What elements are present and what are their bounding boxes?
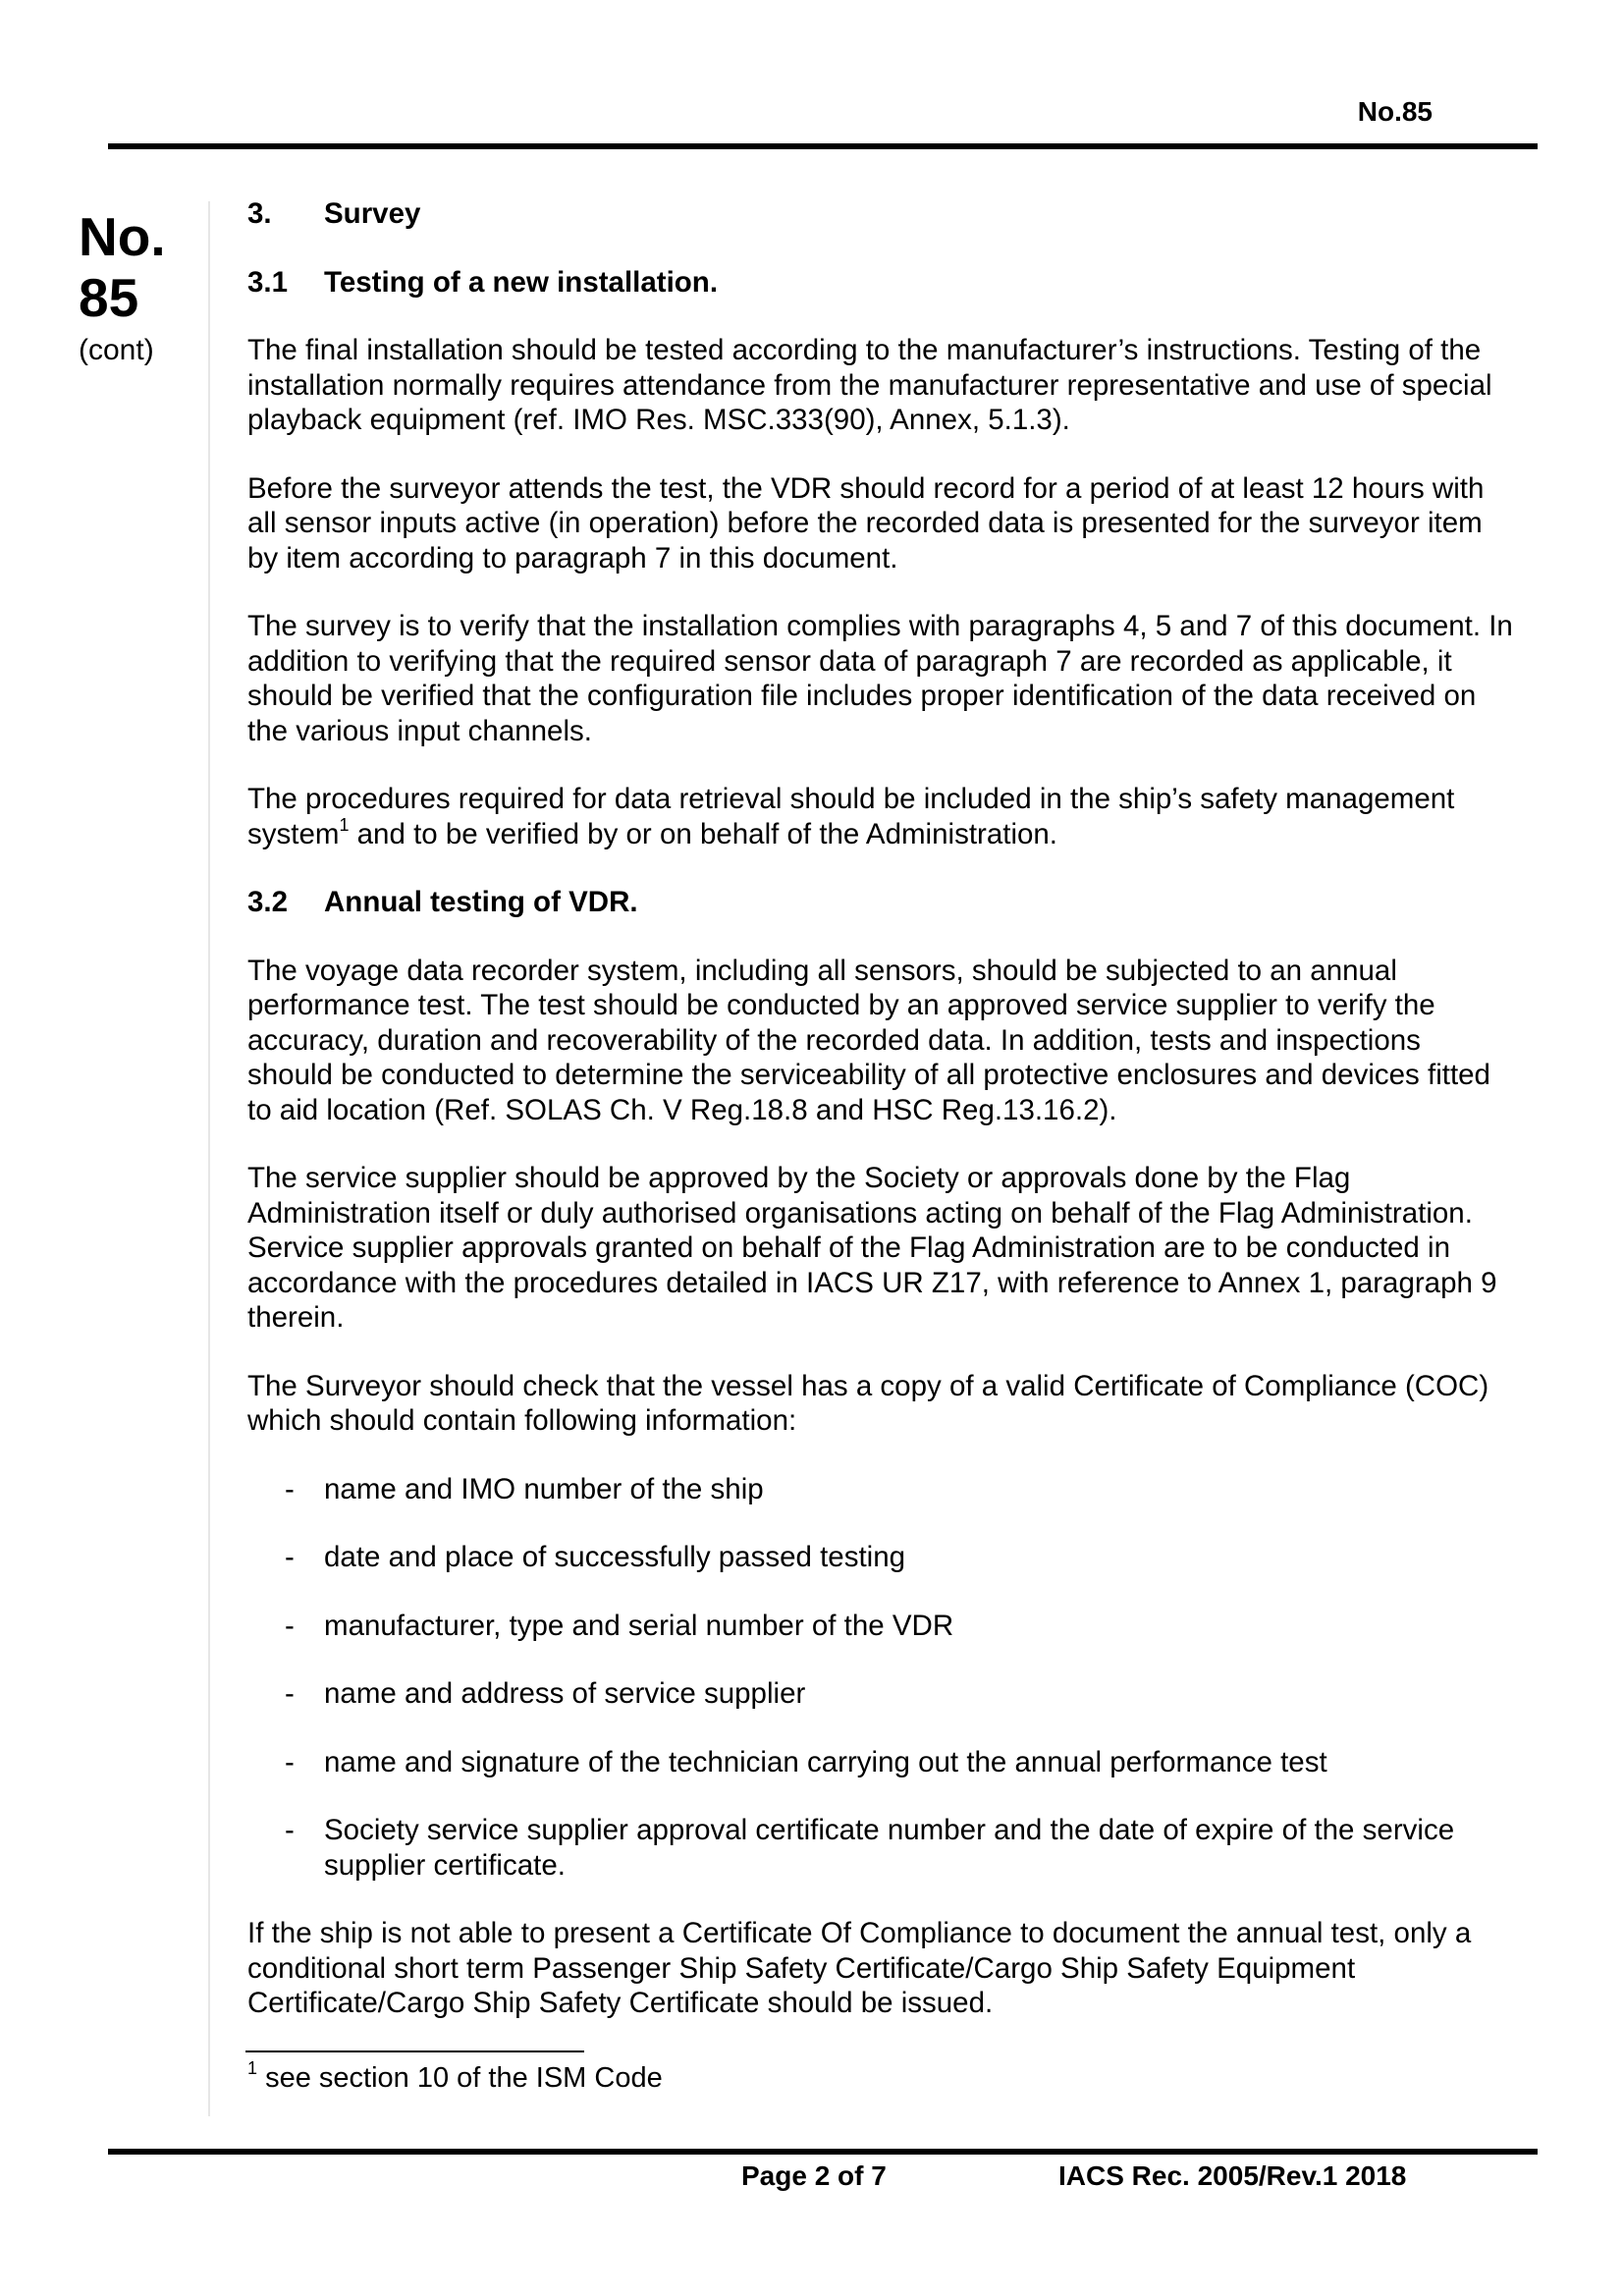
section-title: Survey	[324, 197, 421, 230]
paragraph: Before the surveyor attends the test, the VDR should record for a period of at least 12 hours with all sensor inputs active (in operation) before the recorded data is presented for the surveyor item by item according to paragraph 7 in this document.	[247, 471, 1485, 574]
list-item-text: manufacturer, type and serial number of the VDR	[324, 1609, 954, 1642]
list-bullet: -	[285, 1677, 295, 1710]
list-item	[247, 1609, 1514, 1644]
page-number: Page 2 of 7	[741, 2160, 887, 2191]
list-bullet: -	[285, 1472, 295, 1505]
section-title: Testing of a new installation.	[324, 265, 719, 299]
section-3-heading	[247, 196, 1514, 232]
side-no-label: No.	[79, 206, 166, 267]
list-item-text: date and place of successfully passed testing	[324, 1541, 906, 1573]
paragraph-text: and to be verified by or on behalf of the Administration.	[349, 817, 1058, 850]
list-item-text: Society service supplier approval certificate number and the date of expire of the service supplier certificate.	[324, 1814, 1455, 1882]
footnote-separator	[245, 2050, 584, 2052]
list-item	[247, 1540, 1514, 1575]
footnote	[247, 2058, 663, 2095]
paragraph: The service supplier should be approved by the Society or approvals done by the Flag Administration itself or duly authorised organisations acting on behalf of the Flag Administration. Service supplier approvals granted on behalf of the Flag Administration are to be conducted in accordance with the procedures detailed in IACS UR Z17, with reference to Annex 1, paragraph 9 therein.	[247, 1162, 1497, 1334]
list-item	[247, 1813, 1514, 1883]
side-doc-number	[79, 206, 187, 328]
footnote-text: see section 10 of the ISM Code	[257, 2062, 663, 2094]
list-item-text: name and IMO number of the ship	[324, 1472, 764, 1505]
coc-info-list	[247, 1472, 1514, 1884]
list-bullet: -	[285, 1745, 295, 1778]
paragraph-with-footnote	[247, 782, 1514, 851]
list-item	[247, 1676, 1514, 1712]
paragraph: The Surveyor should check that the vessel has a copy of a valid Certificate of Compliance (COC) which should contain following information:	[247, 1369, 1489, 1437]
paragraph: If the ship is not able to present a Certificate Of Compliance to document the annual test, only a conditional short term Passenger Ship Safety Certificate/Cargo Ship Safety Equipment Certificate/Cargo Ship Safety Certificate should be issued.	[247, 1917, 1472, 2019]
list-bullet: -	[285, 1541, 295, 1573]
section-3-1-heading	[247, 265, 1514, 301]
list-bullet: -	[285, 1609, 295, 1642]
section-number: 3.	[247, 197, 272, 230]
list-item	[247, 1745, 1514, 1780]
paragraph: The voyage data recorder system, including all sensors, should be subjected to an annual performance test. The test should be conducted by an approved service supplier to verify the accuracy, duration and recoverability of the recorded data. In addition, tests and inspections should be conducted to determine the serviceability of all protective enclosures and devices fitted to aid location (Ref. SOLAS Ch. V Reg.18.8 and HSC Reg.13.16.2).	[247, 954, 1490, 1126]
footer-rule	[108, 2149, 1538, 2155]
list-item-text: name and address of service supplier	[324, 1677, 806, 1710]
document-reference: IACS Rec. 2005/Rev.1 2018	[1058, 2160, 1407, 2191]
side-no-value: 85	[79, 267, 139, 328]
section-3-2-heading	[247, 885, 1514, 920]
paragraph: The survey is to verify that the installation complies with paragraphs 4, 5 and 7 of this document. In addition to verifying that the required sensor data of paragraph 7 are recorded as applicable, it should be verified that the configuration file includes proper identification of the data received on the various input channels.	[247, 610, 1513, 747]
footnote-marker: 1	[247, 2058, 258, 2079]
side-divider	[208, 201, 210, 2116]
side-cont-label: (cont)	[79, 334, 154, 366]
list-item	[247, 1472, 1514, 1507]
header-doc-number: No.85	[1357, 96, 1433, 127]
section-number: 3.2	[247, 886, 289, 918]
header-rule	[108, 143, 1538, 149]
main-content	[247, 196, 1514, 2054]
list-item-text: name and signature of the technician carrying out the annual performance test	[324, 1745, 1327, 1778]
section-title: Annual testing of VDR.	[324, 886, 638, 918]
footnote-reference[interactable]: 1	[339, 814, 350, 835]
section-number: 3.1	[247, 265, 289, 299]
paragraph: The final installation should be tested according to the manufacturer’s instructions. Testing of the installation normally requires attendance from the manufacturer representative and use of special playback equipment (ref. IMO Res. MSC.333(90), Annex, 5.1.3).	[247, 334, 1492, 436]
paragraph-text: The procedures required for data retrieval should be included in the ship’s safety management system	[247, 783, 1455, 850]
list-bullet: -	[285, 1814, 295, 1846]
